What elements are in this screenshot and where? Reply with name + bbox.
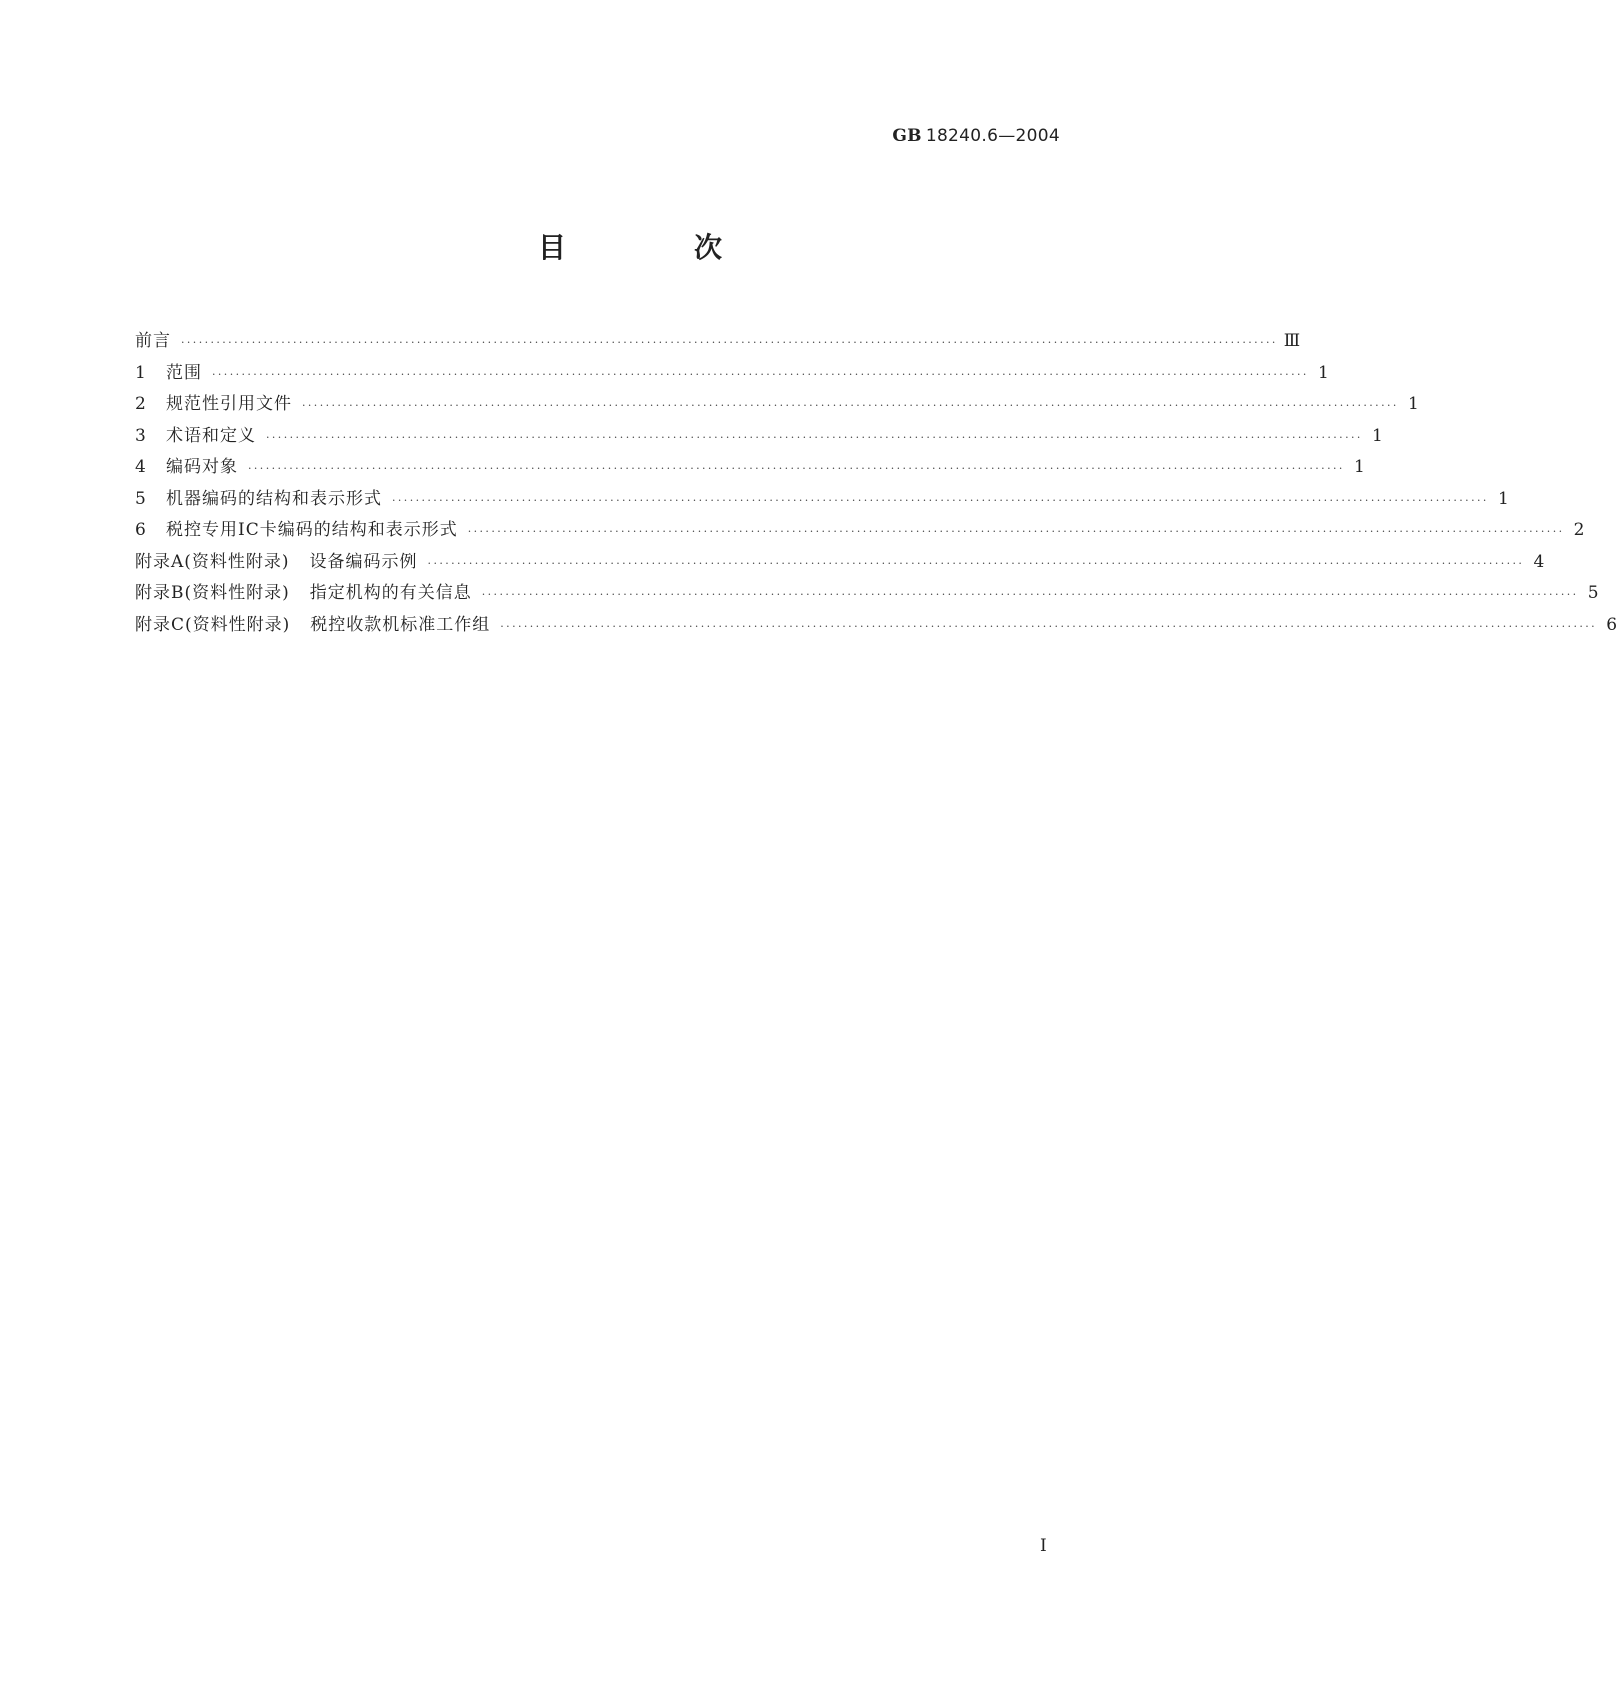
toc-entry-label: 范围 bbox=[166, 362, 202, 383]
toc-entry-number: 4 bbox=[135, 457, 146, 477]
toc-entry-subtitle: 税控收款机标准工作组 bbox=[310, 614, 491, 635]
dot-leader bbox=[248, 453, 1345, 485]
toc-entry-normative-references[interactable] bbox=[135, 389, 1419, 421]
toc-entry-number: 3 bbox=[135, 425, 146, 446]
toc-entry-page: 1 bbox=[1353, 457, 1365, 477]
toc-entry-foreword[interactable] bbox=[135, 326, 1301, 358]
toc-entry-label: 附录B(资料性附录) bbox=[135, 583, 290, 603]
dot-leader bbox=[266, 422, 1363, 454]
toc-entry-page: 1 bbox=[1317, 362, 1329, 383]
toc-entry-label: 税控专用IC卡编码的结构和表示形式 bbox=[166, 520, 458, 540]
toc-entry-label: 附录C(资料性附录) bbox=[135, 614, 291, 635]
dot-leader bbox=[212, 359, 1309, 391]
toc-entry-label: 附录A(资料性附录) bbox=[135, 551, 290, 572]
toc-entry-coding-objects[interactable] bbox=[135, 452, 1365, 484]
toc-entry-page: 1 bbox=[1371, 425, 1383, 446]
dot-leader bbox=[392, 485, 1489, 517]
toc-entry-page: 2 bbox=[1573, 520, 1585, 540]
toc-entry-label: 术语和定义 bbox=[166, 425, 256, 446]
dot-leader bbox=[500, 611, 1597, 643]
page-title: 目 次 bbox=[538, 231, 773, 264]
dot-leader bbox=[302, 390, 1399, 422]
toc-entry-label: 规范性引用文件 bbox=[166, 394, 292, 414]
toc-entry-subtitle: 设备编码示例 bbox=[309, 551, 418, 572]
standard-prefix: GB bbox=[892, 126, 922, 146]
toc-entry-number: 2 bbox=[135, 394, 146, 414]
toc-entry-annex-a[interactable] bbox=[135, 547, 1545, 579]
toc-entry-ic-card-coding[interactable] bbox=[135, 515, 1585, 547]
standard-number bbox=[892, 126, 1060, 146]
toc-entry-annex-b[interactable] bbox=[135, 578, 1599, 610]
toc-entry-scope[interactable] bbox=[135, 358, 1329, 390]
toc-entry-page: 4 bbox=[1533, 551, 1545, 572]
toc-entry-number: 6 bbox=[135, 520, 146, 540]
toc-entry-page: Ⅲ bbox=[1283, 331, 1301, 351]
standard-code: 18240.6—2004 bbox=[925, 126, 1060, 146]
toc-entry-page: 1 bbox=[1407, 394, 1419, 414]
toc-entry-label: 编码对象 bbox=[166, 457, 238, 477]
table-of-contents bbox=[135, 326, 1617, 641]
toc-entry-page: 5 bbox=[1587, 583, 1599, 603]
dot-leader bbox=[482, 579, 1579, 611]
toc-entry-machine-coding[interactable] bbox=[135, 484, 1509, 516]
toc-entry-terms-definitions[interactable] bbox=[135, 421, 1383, 453]
toc-entry-annex-c[interactable] bbox=[135, 610, 1617, 642]
dot-leader bbox=[181, 327, 1278, 359]
toc-entry-label: 前言 bbox=[135, 331, 171, 351]
toc-entry-subtitle: 指定机构的有关信息 bbox=[309, 583, 472, 603]
dot-leader bbox=[428, 548, 1525, 580]
toc-entry-page: 1 bbox=[1497, 488, 1509, 509]
toc-entry-number: 5 bbox=[135, 488, 146, 509]
toc-entry-label: 机器编码的结构和表示形式 bbox=[166, 488, 382, 509]
page-number: Ⅰ bbox=[1040, 1536, 1047, 1556]
dot-leader bbox=[468, 516, 1565, 548]
toc-entry-number: 1 bbox=[135, 362, 146, 383]
toc-entry-page: 6 bbox=[1606, 614, 1617, 635]
